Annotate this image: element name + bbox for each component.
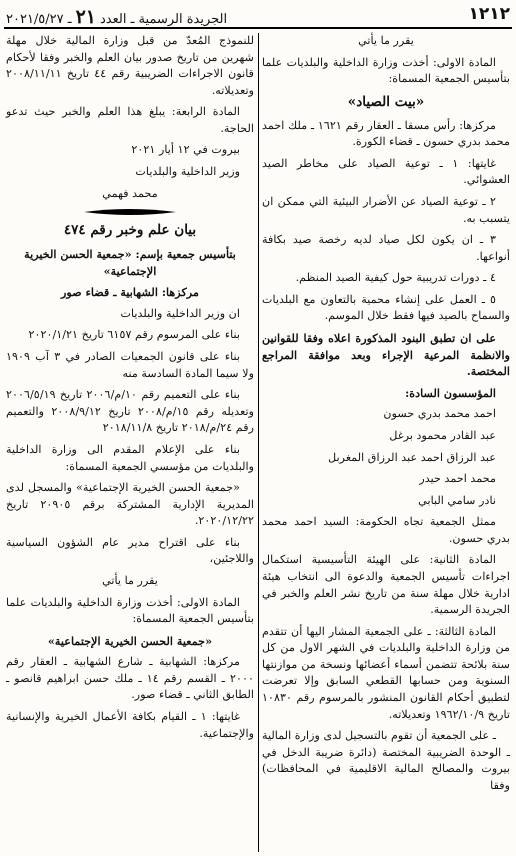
article-2: المادة الثانية: على الهيئة التأسيسية استكمال اجراءات تأسيس الجمعية والدعوة الى انتخاب هيئة ادارية خلال مهلة سنة من تاريخ نشر العلم والخبر في الجريدة الرسمية.: [262, 553, 510, 617]
founders-heading: المؤسسون السادة:: [405, 385, 496, 400]
notice-seat: مركزها: الشهابية ـ قضاء صور: [61, 285, 199, 300]
objective-3: ٣ ـ ان يكون لكل صياد لديه رخصة صيد بكافة أنواعها.: [262, 233, 510, 263]
notice-title: بيان علم وخبر رقم ٤٧٤: [63, 222, 197, 239]
objective-4: ٤ ـ دورات تدريبية حول كيفية الصيد المنظم.: [295, 271, 496, 285]
objective-5: ٥ ـ العمل على إنشاء محمية بالتعاون مع البلديات والسماح بالصيد فيها فقط خلال الموسم.: [262, 292, 510, 323]
journal-info: [6, 6, 227, 28]
recital-decree: بناء على المرسوم رقم ٦١٥٧ تاريخ ٢٠٢٠/١/٢١: [28, 328, 240, 342]
government-representative: ممثل الجمعية تجاه الحكومة: السيد احمد محمد بدري حسون.: [262, 515, 510, 545]
association-seat-2: مركزها: الشهابية ـ شارع الشهابية ـ العقار رقم ٢٠٠٠ ـ القسم رقم ١٤ ـ ملك حسن ابراهيم قانصو ـ الطابق الثاني ـ قضاء صور.: [6, 655, 254, 702]
page-number: ١٢١٢: [468, 4, 510, 24]
article-4: المادة الرابعة: يبلغ هذا العلم والخبر حيث تدعو الحاجة.: [6, 105, 254, 135]
recital-law: بناء على قانون الجمعيات الصادر في ٣ آب ١٩٠٩ ولا سيما المادة السادسة منه: [6, 350, 254, 380]
decision-heading-2: يقرر ما يأتي: [102, 574, 158, 587]
page-header: [6, 4, 510, 26]
founder-3: عبد الرزاق احمد عبد الرزاق المغربل: [328, 450, 496, 464]
article-1-second: المادة الاولى: أخذت وزارة الداخلية والبلديات علما بتأسيس الجمعية المسماة:: [6, 595, 254, 626]
founder-4: محمد احمد حيدر: [419, 472, 496, 486]
recital-circulars: بناء على التعميم رقم ١٠/م/٢٠٠٦ تاريخ ٢٠٠٦/٥/١٩ وتعديله رقم ١٥/م/٢٠٠٨ تاريخ ٢٠٠٨/٩/١٢ والتعميم رقم ٢٤/م/٢٠١٨ تاريخ ٢٠١٨/١١/٨: [6, 388, 254, 435]
association-seat: مركزها: رأس مسقا ـ العقار رقم ١٦٢١ ـ ملك احمد محمد بدري حسون ـ قضاء الكورة.: [262, 118, 510, 149]
objective-2: ٢ ـ توعية الصياد عن الأضرار البيئية التي ممكن ان يتسبب به.: [262, 195, 510, 225]
header-rule: [4, 27, 512, 29]
founder-1: احمد محمد بدري حسون: [383, 407, 496, 421]
issue-number: ٢١: [75, 6, 97, 28]
signature-name: محمد فهمي: [102, 186, 158, 200]
journal-name: الجريدة الرسمية ـ العدد: [100, 12, 228, 27]
notice-subject: بتأسيس جمعية بإسم: «جمعية الحسن الخيرية الإجتماعية»: [24, 247, 236, 278]
recital-association: «جمعية الحسن الخيرية الإجتماعية» والمسجل لدى المديرية الإدارية المشتركة برقم ٢٠٩٠٥ تاريخ ٢٠٢٠/١٢/٢٢.: [6, 481, 254, 528]
signature-title: وزير الداخلية والبلديات: [135, 165, 240, 179]
article-3: المادة الثالثة: ـ على الجمعية المشار اليها أن تتقدم من وزارة الداخلية والبلديات في الشهر الاول من كل سنة بلائحة تتضمن أسماء أعضائها ونسخة من موازنتها السنوية ومن حسابها القطعي السابق وإلا تعرضت لتطبيق أحكام القانون المنشور بالمرسوم رقم ١٠٨٣٠ تاريخ ١٩٦٢/١٠/٩ وتعديلاته.: [262, 624, 510, 721]
tax-registration: ـ على الجمعية أن تقوم بالتسجيل لدى وزارة المالية ـ الوحدة الضريبية المختصة (دائرة ضريبة الدخل في بيروت والمصالح المالية الاقليمية في المحافظات) وفقا: [262, 729, 510, 792]
section-divider-ornament: [84, 207, 176, 217]
objective-1: غايتها: ١ ـ توعية الصياد على مخاطر الصيد العشوائي.: [262, 156, 510, 187]
recital-proposal: بناء على اقتراح مدير عام الشؤون السياسية واللاجئين،: [6, 535, 254, 566]
objective-2-1: غايتها: ١ ـ القيام بكافة الأعمال الخيرية والإنسانية والإجتماعية.: [6, 710, 254, 740]
minister-intro: ان وزير الداخلية والبلديات: [120, 306, 240, 320]
recital-notification: بناء على الإعلام المقدم الى وزارة الداخلية والبلديات من مؤسسي الجمعية المسماة:: [6, 442, 254, 473]
column-divider: [258, 33, 259, 852]
right-column: [262, 33, 510, 800]
association-name: «بيت الصياد»: [347, 93, 425, 110]
decision-heading: يقرر ما يأتي: [358, 34, 414, 47]
issue-date: ـ ٢٠٢١/٥/٢٧: [6, 12, 72, 27]
signature-date: بيروت في ١٢ أيار ٢٠٢١: [131, 143, 240, 157]
article-1: المادة الاولى: أخذت وزارة الداخلية والبلديات علما بتأسيس الجمعية المسماة:: [262, 55, 510, 86]
compliance-clause: على ان تطبق البنود المذكورة اعلاه وفقا للقوانين والانظمة المرعية الإجراء وبعد موافقة المراجع المختصة.: [262, 331, 510, 379]
founder-2: عبد القادر محمود برغل: [389, 428, 496, 442]
founder-5: نادر سامي البابي: [418, 493, 496, 507]
left-column: [6, 33, 254, 747]
tax-registration-continued: للنموذج المُعدّ من قبل وزارة المالية خلال مهلة شهرين من تاريخ صدور بيان العلم والخبر وفقا لأحكام قانون الاجراءات الضريبية رقم ٤٤ تاريخ ٢٠٠٨/١١/١١ وتعديلاته.: [6, 34, 254, 97]
association-name-2: «جمعية الحسن الخيرية الإجتماعية»: [47, 633, 213, 648]
